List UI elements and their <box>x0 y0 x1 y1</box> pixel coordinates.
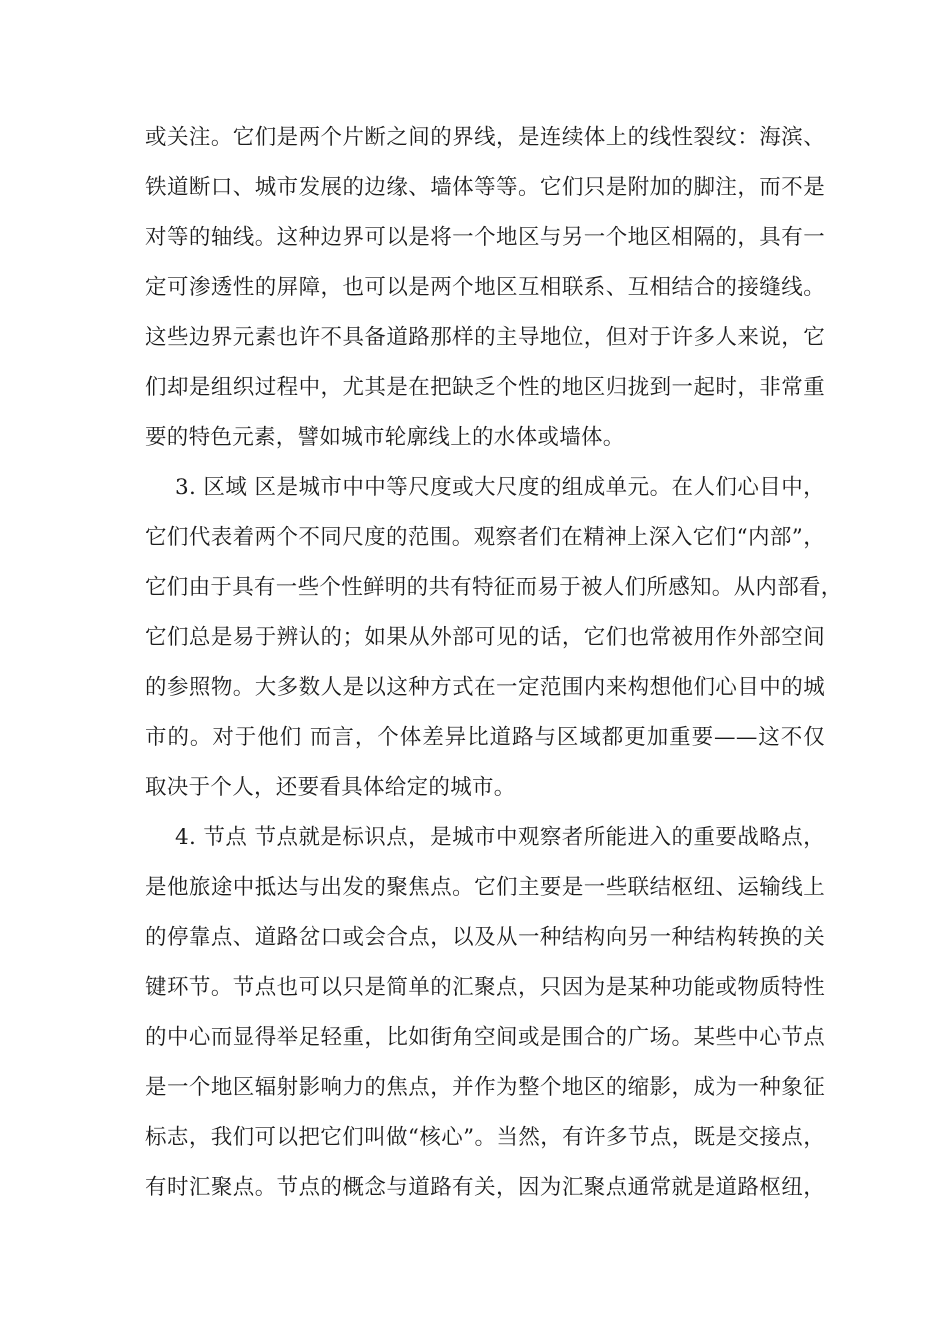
text-line: 是一个地区辐射影响力的焦点，并作为整个地区的缩影，成为一种象征 <box>145 1075 825 1100</box>
text-line: 铁道断口、城市发展的边缘、墙体等等。它们只是附加的脚注，而不是 <box>145 175 825 200</box>
section-heading-line: 3. 区域 区是城市中中等尺度或大尺度的组成单元。在人们心目中， <box>175 475 825 500</box>
text-line: 它们代表着两个不同尺度的范围。观察者们在精神上深入它们“内部”， <box>145 525 825 550</box>
text-line: 要的特色元素，譬如城市轮廓线上的水体或墙体。 <box>145 425 625 450</box>
text-line: 它们由于具有一些个性鲜明的共有特征而易于被人们所感知。从内部看， <box>145 575 843 600</box>
text-line: 市的。对于他们 而言，个体差异比道路与区域都更加重要——这不仅 <box>145 725 825 750</box>
text-line: 对等的轴线。这种边界可以是将一个地区与另一个地区相隔的，具有一 <box>145 225 825 250</box>
section-heading-line: 4. 节点 节点就是标识点，是城市中观察者所能进入的重要战略点， <box>175 825 825 850</box>
text-line: 它们总是易于辨认的；如果从外部可见的话，它们也常被用作外部空间 <box>145 625 825 650</box>
text-line: 取决于个人，还要看具体给定的城市。 <box>145 775 516 800</box>
text-line: 的停靠点、道路岔口或会合点，以及从一种结构向另一种结构转换的关 <box>145 925 825 950</box>
text-line: 或关注。它们是两个片断之间的界线，是连续体上的线性裂纹：海滨、 <box>145 125 825 150</box>
text-line: 的中心而显得举足轻重，比如街角空间或是围合的广场。某些中心节点 <box>145 1025 825 1050</box>
text-line: 标志，我们可以把它们叫做“核心”。当然，有许多节点，既是交接点， <box>145 1125 825 1150</box>
text-line: 们却是组织过程中，尤其是在把缺乏个性的地区归拢到一起时，非常重 <box>145 375 825 400</box>
text-line: 有时汇聚点。节点的概念与道路有关，因为汇聚点通常就是道路枢纽， <box>145 1175 825 1200</box>
text-line: 这些边界元素也许不具备道路那样的主导地位，但对于许多人来说，它 <box>145 325 825 350</box>
text-line: 的参照物。大多数人是以这种方式在一定范围内来构想他们心目中的城 <box>145 675 825 700</box>
text-line: 键环节。节点也可以只是简单的汇聚点，只因为是某种功能或物质特性 <box>145 975 825 1000</box>
text-line: 定可渗透性的屏障，也可以是两个地区互相联系、互相结合的接缝线。 <box>145 275 825 300</box>
text-line: 是他旅途中抵达与出发的聚焦点。它们主要是一些联结枢纽、运输线上 <box>145 875 825 900</box>
